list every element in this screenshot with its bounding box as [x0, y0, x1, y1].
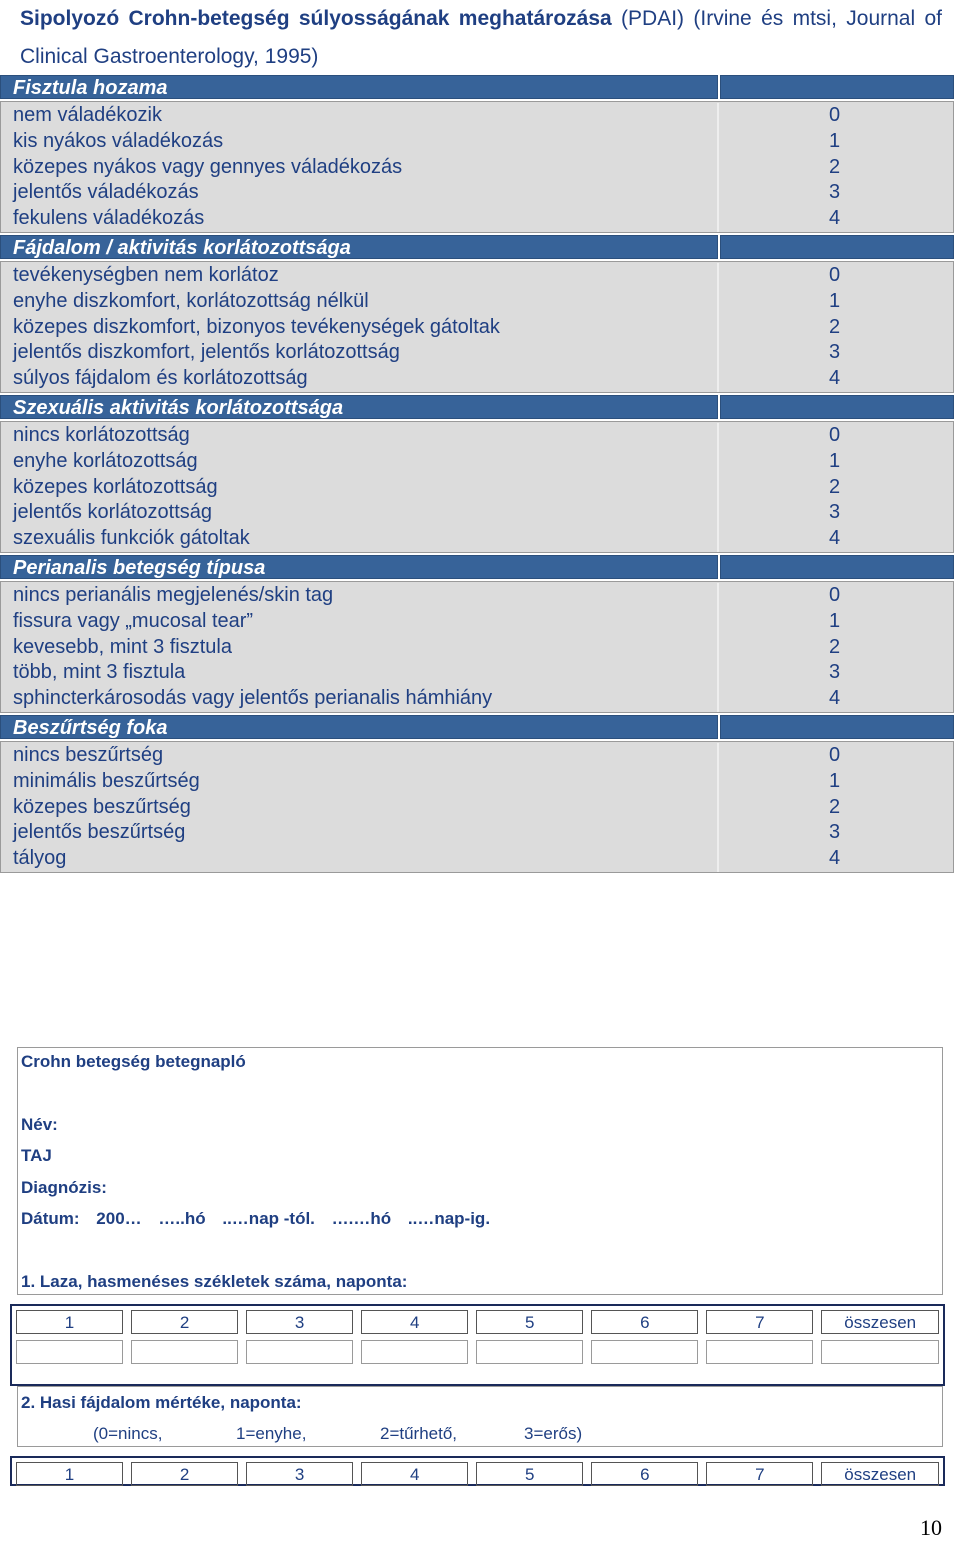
pain-header-cell: összesen — [821, 1462, 939, 1486]
score-label: nincs perianális megjelenés/skin tag — [1, 583, 719, 609]
section-body — [0, 421, 954, 553]
score-label: szexuális funkciók gátoltak — [1, 526, 719, 552]
date-year: 200… — [96, 1209, 142, 1228]
score-value: 1 — [829, 289, 841, 312]
taj-label: TAJ — [21, 1146, 52, 1165]
score-label: közepes beszűrtség — [1, 795, 719, 821]
stool-count-grid — [10, 1304, 945, 1386]
score-value: 2 — [829, 155, 841, 178]
score-row — [1, 846, 953, 872]
score-row — [1, 609, 953, 635]
score-value: 4 — [829, 367, 841, 390]
score-label: fissura vagy „mucosal tear” — [1, 609, 719, 635]
section-header-score-cell — [720, 395, 954, 419]
stool-entry-cell[interactable] — [16, 1340, 123, 1364]
score-value: 0 — [829, 423, 841, 446]
stool-header-cell: 5 — [476, 1310, 583, 1334]
score-value: 4 — [829, 527, 841, 550]
pain-grid — [10, 1456, 945, 1486]
pain-question-box — [17, 1386, 943, 1447]
date-label: Dátum: — [21, 1209, 80, 1228]
score-value: 4 — [829, 847, 841, 870]
score-value: 1 — [829, 449, 841, 472]
section-header — [0, 75, 954, 99]
stool-header-cell: 2 — [131, 1310, 238, 1334]
score-label: több, mint 3 fisztula — [1, 660, 719, 686]
score-row — [1, 583, 953, 609]
section-body — [0, 741, 954, 873]
score-label: közepes nyákos vagy gennyes váladékozás — [1, 155, 719, 181]
stool-entry-cell[interactable] — [131, 1340, 238, 1364]
score-value: 4 — [829, 207, 841, 230]
pain-header-cell: 4 — [361, 1462, 468, 1486]
stool-entry-cell[interactable] — [591, 1340, 698, 1364]
pain-header-cell: 7 — [706, 1462, 813, 1486]
score-row — [1, 820, 953, 846]
score-label: enyhe diszkomfort, korlátozottság nélkül — [1, 289, 719, 315]
score-row — [1, 475, 953, 501]
score-row — [1, 635, 953, 661]
section-header — [0, 715, 954, 739]
section-title: Fisztula hozama — [0, 75, 718, 99]
score-row — [1, 423, 953, 449]
score-value: 0 — [829, 263, 841, 286]
score-label: nincs beszűrtség — [1, 743, 719, 769]
stool-header-cell: 3 — [246, 1310, 353, 1334]
score-row — [1, 795, 953, 821]
score-row — [1, 206, 953, 232]
page-number: 10 — [920, 1515, 942, 1540]
section-title: Fájdalom / aktivitás korlátozottsága — [0, 235, 718, 259]
section-title: Szexuális aktivitás korlátozottsága — [0, 395, 718, 419]
scale-1: 1=enyhe, — [236, 1424, 307, 1443]
score-value: 1 — [829, 769, 841, 792]
stool-header-cell: 7 — [706, 1310, 813, 1334]
diagnosis-label: Diagnózis: — [21, 1178, 107, 1197]
score-label: jelentős beszűrtség — [1, 820, 719, 846]
score-value: 3 — [829, 661, 841, 684]
score-value: 0 — [829, 583, 841, 606]
score-row — [1, 129, 953, 155]
score-label: jelentős váladékozás — [1, 180, 719, 206]
question-1: 1. Laza, hasmenéses székletek száma, naponta: — [21, 1272, 408, 1291]
scale-0: (0=nincs, — [93, 1424, 163, 1443]
section-header-score-cell — [720, 235, 954, 259]
date-day-from: ..…nap -tól. — [222, 1209, 315, 1228]
score-value: 1 — [829, 609, 841, 632]
score-label: sphincterkárosodás vagy jelentős perianalis hámhiány — [1, 686, 719, 712]
score-label: tályog — [1, 846, 719, 872]
score-value: 3 — [829, 821, 841, 844]
score-value: 3 — [829, 341, 841, 364]
score-value: 4 — [829, 687, 841, 710]
score-label: kis nyákos váladékozás — [1, 129, 719, 155]
score-row — [1, 743, 953, 769]
patient-diary-box — [17, 1047, 943, 1295]
score-row — [1, 526, 953, 552]
score-value: 2 — [829, 795, 841, 818]
pain-header-cell: 6 — [591, 1462, 698, 1486]
date-day-to: ..…nap-ig. — [407, 1209, 491, 1228]
title-rest: (PDAI) (Irvine és mtsi, Journal of Clinical Gastroenterology, 1995) — [20, 7, 942, 68]
pdai-table — [0, 75, 954, 875]
date-month-to: ….…hó — [331, 1209, 392, 1228]
score-row — [1, 263, 953, 289]
score-row — [1, 769, 953, 795]
score-value: 3 — [829, 181, 841, 204]
score-row — [1, 366, 953, 392]
score-row — [1, 155, 953, 181]
score-label: súlyos fájdalom és korlátozottság — [1, 366, 719, 392]
score-row — [1, 500, 953, 526]
stool-entry-cell[interactable] — [361, 1340, 468, 1364]
section-body — [0, 261, 954, 393]
stool-entry-cell[interactable] — [706, 1340, 813, 1364]
stool-header-cell: 4 — [361, 1310, 468, 1334]
pain-header-cell: 2 — [131, 1462, 238, 1486]
score-value: 2 — [829, 315, 841, 338]
stool-header-cell: 1 — [16, 1310, 123, 1334]
section-title: Perianalis betegség típusa — [0, 555, 718, 579]
score-row — [1, 289, 953, 315]
diary-title: Crohn betegség betegnapló — [21, 1052, 246, 1071]
section-header — [0, 235, 954, 259]
section-header-score-cell — [720, 75, 954, 99]
score-label: nincs korlátozottság — [1, 423, 719, 449]
section-title: Beszűrtség foka — [0, 715, 718, 739]
section-body — [0, 581, 954, 713]
score-label: enyhe korlátozottság — [1, 449, 719, 475]
score-row — [1, 340, 953, 366]
score-row — [1, 449, 953, 475]
score-label: minimális beszűrtség — [1, 769, 719, 795]
score-value: 3 — [829, 501, 841, 524]
stool-entry-cell[interactable] — [246, 1340, 353, 1364]
score-row — [1, 180, 953, 206]
section-header — [0, 555, 954, 579]
pain-header-cell: 1 — [16, 1462, 123, 1486]
score-value: 0 — [829, 104, 841, 126]
score-value: 2 — [829, 635, 841, 658]
score-row — [1, 315, 953, 341]
pain-header-cell: 3 — [246, 1462, 353, 1486]
document-title — [20, 0, 942, 76]
score-label: tevékenységben nem korlátoz — [1, 263, 719, 289]
score-label: jelentős korlátozottság — [1, 500, 719, 526]
pain-header-cell: 5 — [476, 1462, 583, 1486]
section-header-score-cell — [720, 555, 954, 579]
date-line — [21, 1209, 502, 1229]
stool-entry-cell[interactable] — [476, 1340, 583, 1364]
score-row — [1, 660, 953, 686]
title-bold: Sipolyozó Crohn-betegség súlyosságának meghatározása — [20, 7, 612, 30]
score-row — [1, 686, 953, 712]
name-label: Név: — [21, 1115, 58, 1134]
score-label: fekulens váladékozás — [1, 206, 719, 232]
score-row — [1, 103, 953, 129]
section-body — [0, 101, 954, 233]
score-label: közepes korlátozottság — [1, 475, 719, 501]
score-value: 1 — [829, 129, 841, 152]
scale-3: 3=erős) — [524, 1424, 583, 1443]
question-2: 2. Hasi fájdalom mértéke, naponta: — [21, 1393, 302, 1412]
section-header — [0, 395, 954, 419]
score-label: jelentős diszkomfort, jelentős korlátozottság — [1, 340, 719, 366]
score-label: kevesebb, mint 3 fisztula — [1, 635, 719, 661]
stool-header-cell: összesen — [821, 1310, 939, 1334]
section-header-score-cell — [720, 715, 954, 739]
score-value: 0 — [829, 743, 841, 766]
score-label: nem váladékozik — [1, 103, 719, 129]
score-label: közepes diszkomfort, bizonyos tevékenységek gátoltak — [1, 315, 719, 341]
score-value: 2 — [829, 475, 841, 498]
stool-entry-cell[interactable] — [821, 1340, 939, 1364]
scale-2: 2=tűrhető, — [380, 1424, 458, 1443]
date-month-from: …..hó — [158, 1209, 206, 1228]
stool-header-cell: 6 — [591, 1310, 698, 1334]
